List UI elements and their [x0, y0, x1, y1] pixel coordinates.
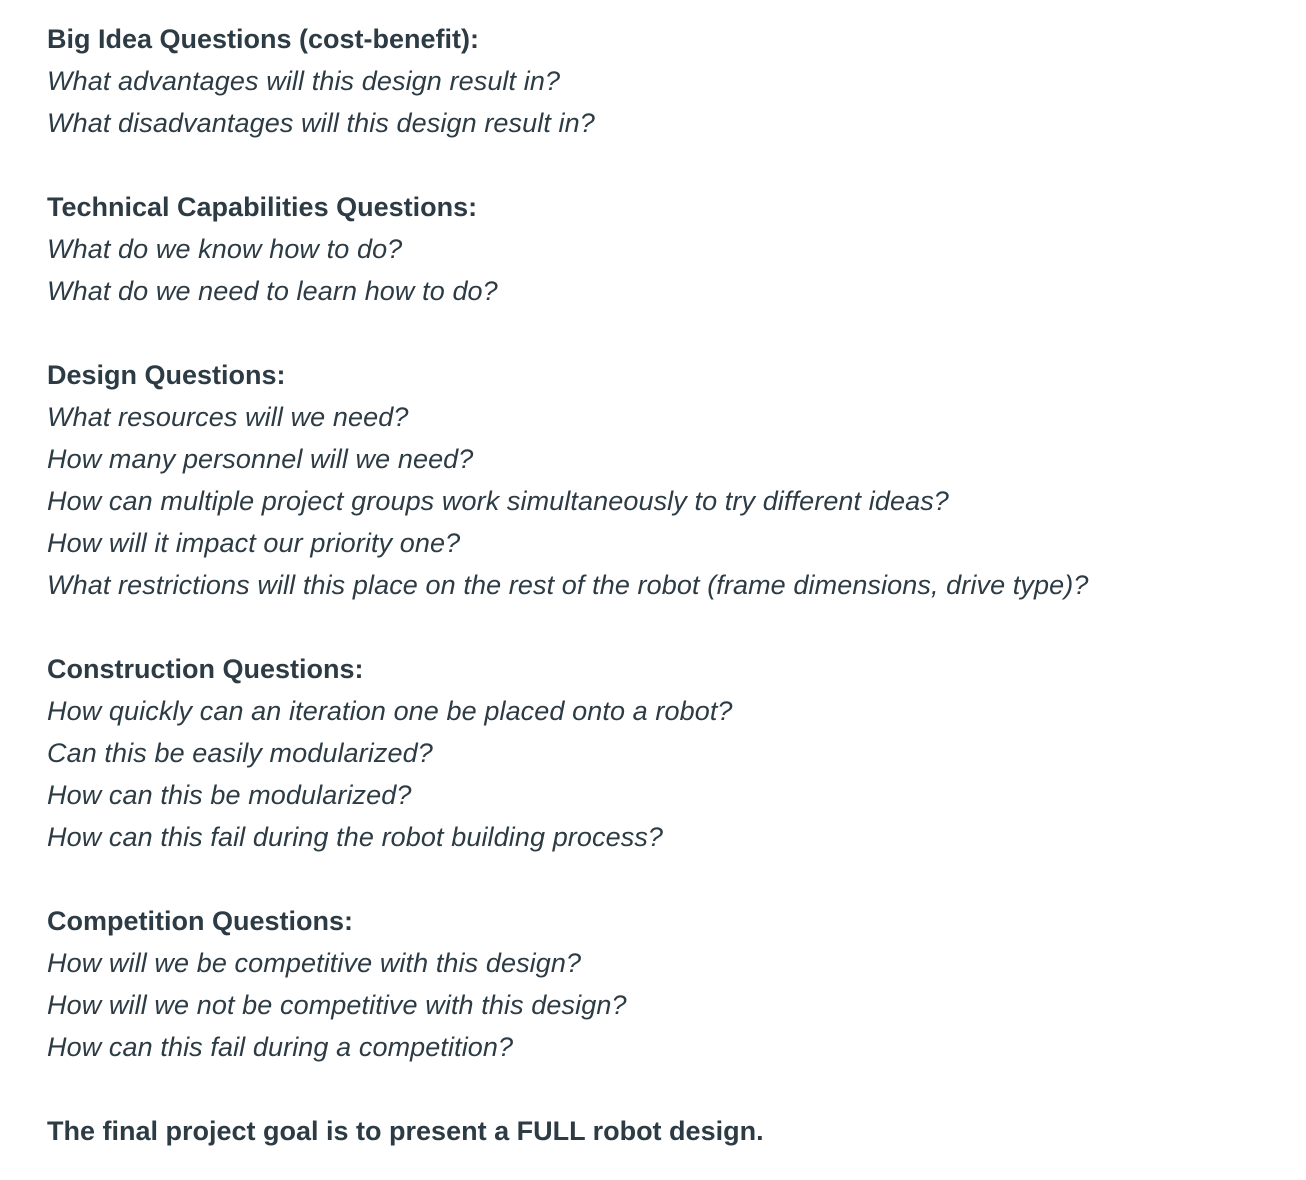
- document-body: [47, 18, 1297, 1152]
- section-technical-capabilities: [47, 186, 1297, 312]
- section-heading: Competition Questions:: [47, 906, 353, 936]
- question-item: How will we be competitive with this design?: [47, 948, 582, 978]
- question-item: What disadvantages will this design result in?: [47, 108, 595, 138]
- question-item: How can multiple project groups work simultaneously to try different ideas?: [47, 486, 949, 516]
- question-item: How will it impact our priority one?: [47, 528, 461, 558]
- section-design: [47, 354, 1297, 606]
- section-heading: Design Questions:: [47, 360, 286, 390]
- question-item: How will we not be competitive with this design?: [47, 990, 627, 1020]
- section-heading: Big Idea Questions (cost-benefit):: [47, 24, 480, 54]
- question-item: What restrictions will this place on the rest of the robot (frame dimensions, drive type)?: [47, 570, 1089, 600]
- question-item: What do we need to learn how to do?: [47, 276, 498, 306]
- section-big-idea: [47, 18, 1297, 144]
- section-competition: [47, 900, 1297, 1068]
- section-construction: [47, 648, 1297, 858]
- question-item: How can this be modularized?: [47, 780, 412, 810]
- section-heading: Technical Capabilities Questions:: [47, 192, 478, 222]
- question-item: How can this fail during the robot building process?: [47, 822, 664, 852]
- question-item: What do we know how to do?: [47, 234, 403, 264]
- section-heading: Construction Questions:: [47, 654, 364, 684]
- final-project-goal: The final project goal is to present a FULL robot design.: [47, 1116, 764, 1146]
- question-item: What resources will we need?: [47, 402, 409, 432]
- question-item: How many personnel will we need?: [47, 444, 474, 474]
- question-item: How can this fail during a competition?: [47, 1032, 514, 1062]
- question-item: What advantages will this design result in?: [47, 66, 561, 96]
- question-item: Can this be easily modularized?: [47, 738, 433, 768]
- question-item: How quickly can an iteration one be placed onto a robot?: [47, 696, 733, 726]
